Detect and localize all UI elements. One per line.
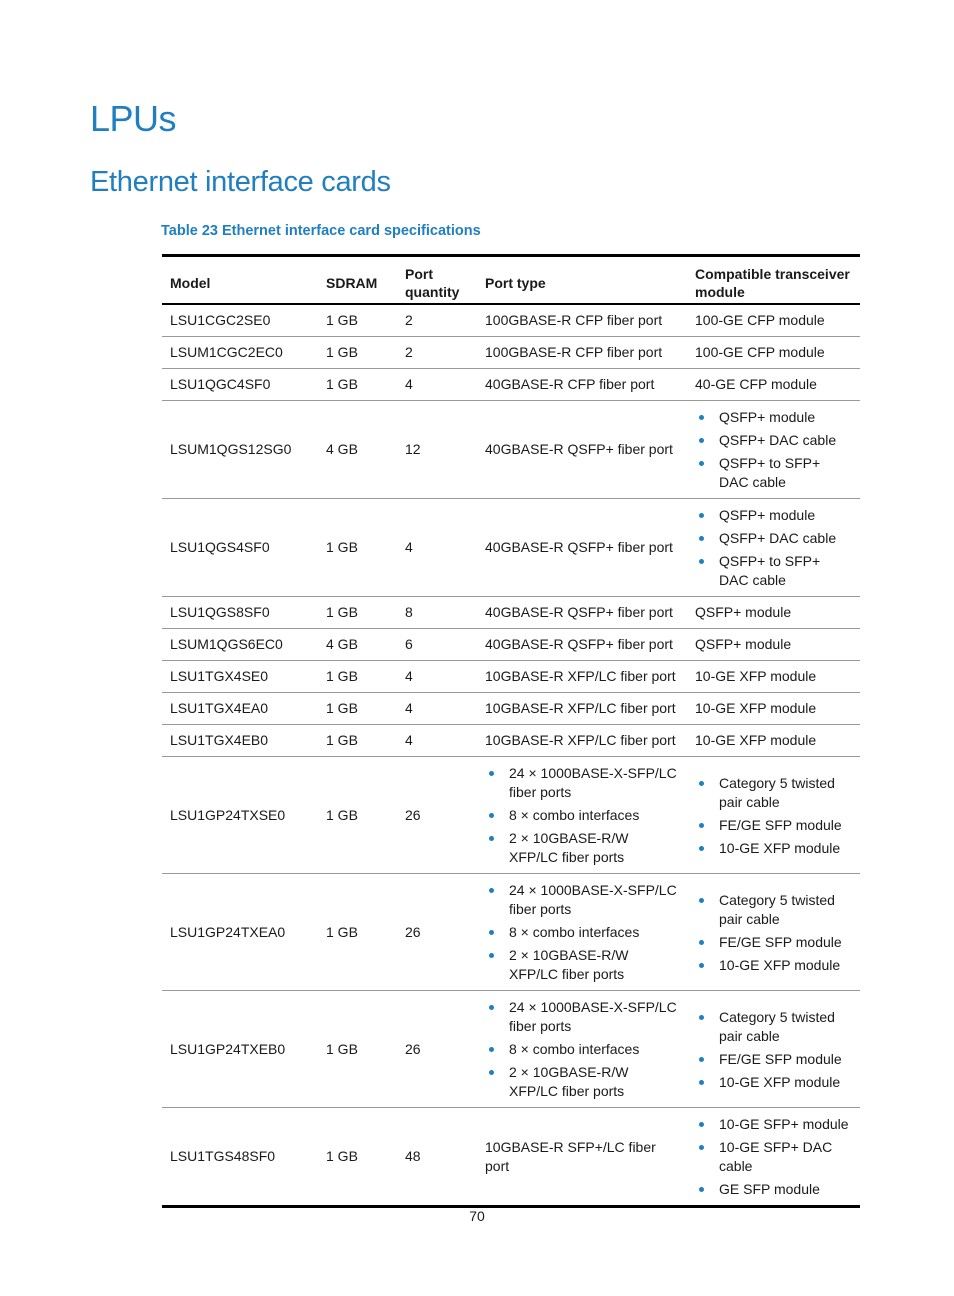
bullet-item bbox=[695, 956, 852, 975]
bullet-item bbox=[695, 529, 852, 548]
cell-port-quantity: 48 bbox=[397, 1108, 477, 1207]
cell-transceiver-module bbox=[687, 1108, 860, 1207]
cell-transceiver-module bbox=[687, 499, 860, 597]
cell-transceiver-module: 100-GE CFP module bbox=[687, 337, 860, 369]
bullet-text: 24 × 1000BASE-X-SFP/LC fiber ports bbox=[509, 882, 677, 917]
bullet-list bbox=[485, 764, 679, 867]
cell-port-quantity: 8 bbox=[397, 597, 477, 629]
cell-transceiver-module bbox=[687, 991, 860, 1108]
bullet-icon bbox=[699, 898, 704, 903]
cell-sdram: 1 GB bbox=[318, 304, 397, 337]
bullet-text: Category 5 twisted pair cable bbox=[719, 891, 835, 927]
bullet-text: 10-GE SFP+ module bbox=[719, 1116, 849, 1132]
cell-model: LSU1TGX4EB0 bbox=[162, 725, 318, 757]
table-row bbox=[162, 1108, 860, 1207]
bullet-text: 8 × combo interfaces bbox=[509, 924, 640, 940]
cell-port-quantity: 2 bbox=[397, 304, 477, 337]
cell-model: LSUM1QGS12SG0 bbox=[162, 401, 318, 499]
bullet-text: QSFP+ module bbox=[719, 507, 816, 523]
bullet-list bbox=[695, 774, 852, 858]
bullet-item bbox=[695, 506, 852, 525]
cell-port-quantity: 26 bbox=[397, 874, 477, 991]
bullet-item bbox=[695, 816, 852, 835]
cell-model: LSU1GP24TXSE0 bbox=[162, 757, 318, 874]
cell-sdram: 4 GB bbox=[318, 401, 397, 499]
cell-sdram: 1 GB bbox=[318, 991, 397, 1108]
table-row bbox=[162, 874, 860, 991]
bullet-item bbox=[695, 1008, 852, 1046]
bullet-list bbox=[485, 998, 679, 1101]
cell-model: LSU1GP24TXEB0 bbox=[162, 991, 318, 1108]
cell-port-quantity: 4 bbox=[397, 369, 477, 401]
bullet-icon bbox=[699, 559, 704, 564]
bullet-text: QSFP+ DAC cable bbox=[719, 432, 837, 448]
bullet-icon bbox=[489, 771, 494, 776]
cell-port-type: 10GBASE-R XFP/LC fiber port bbox=[477, 661, 687, 693]
cell-model: LSU1QGS8SF0 bbox=[162, 597, 318, 629]
bullet-text: FE/GE SFP module bbox=[719, 933, 842, 950]
bullet-item bbox=[695, 1050, 852, 1069]
cell-port-type: 40GBASE-R QSFP+ fiber port bbox=[477, 401, 687, 499]
bullet-text: 8 × combo interfaces bbox=[509, 1041, 640, 1057]
table-row bbox=[162, 693, 860, 725]
bullet-icon bbox=[699, 438, 704, 443]
cell-transceiver-module bbox=[687, 874, 860, 991]
bullet-list bbox=[695, 1008, 852, 1092]
cell-transceiver-module: 10-GE XFP module bbox=[687, 725, 860, 757]
bullet-text: 24 × 1000BASE-X-SFP/LC fiber ports bbox=[509, 765, 677, 800]
cell-port-quantity: 4 bbox=[397, 499, 477, 597]
table-body bbox=[162, 304, 860, 1207]
cell-port-type: 100GBASE-R CFP fiber port bbox=[477, 304, 687, 337]
cell-transceiver-module: 100-GE CFP module bbox=[687, 304, 860, 337]
cell-model: LSUM1CGC2EC0 bbox=[162, 337, 318, 369]
bullet-icon bbox=[489, 836, 494, 841]
bullet-icon bbox=[699, 1057, 704, 1062]
bullet-icon bbox=[489, 953, 494, 958]
cell-transceiver-module: 40-GE CFP module bbox=[687, 369, 860, 401]
cell-sdram: 1 GB bbox=[318, 337, 397, 369]
spec-table bbox=[162, 254, 860, 1208]
bullet-icon bbox=[699, 1145, 704, 1150]
bullet-item bbox=[695, 1180, 852, 1199]
bullet-item bbox=[695, 933, 852, 952]
bullet-text: FE/GE SFP module bbox=[719, 816, 842, 833]
bullet-text: Category 5 twisted pair cable bbox=[719, 1008, 835, 1044]
bullet-text: 2 × 10GBASE-R/W XFP/LC fiber ports bbox=[509, 830, 629, 865]
bullet-item bbox=[485, 829, 679, 867]
bullet-item bbox=[695, 408, 852, 427]
bullet-icon bbox=[489, 1005, 494, 1010]
cell-sdram: 1 GB bbox=[318, 1108, 397, 1207]
bullet-item bbox=[695, 891, 852, 929]
table-row bbox=[162, 369, 860, 401]
bullet-item bbox=[485, 764, 679, 802]
bullet-icon bbox=[699, 1122, 704, 1127]
bullet-icon bbox=[699, 781, 704, 786]
bullet-item bbox=[695, 839, 852, 858]
cell-port-quantity: 26 bbox=[397, 991, 477, 1108]
col-header-model: Model bbox=[162, 256, 318, 305]
bullet-item bbox=[695, 1073, 852, 1092]
bullet-icon bbox=[699, 415, 704, 420]
table-row bbox=[162, 499, 860, 597]
bullet-icon bbox=[699, 513, 704, 518]
bullet-item bbox=[485, 1063, 679, 1101]
cell-port-type: 10GBASE-R SFP+/LC fiber port bbox=[477, 1108, 687, 1207]
bullet-item bbox=[485, 923, 679, 942]
bullet-item bbox=[485, 881, 679, 919]
bullet-icon bbox=[699, 940, 704, 945]
table-row bbox=[162, 757, 860, 874]
cell-model: LSU1GP24TXEA0 bbox=[162, 874, 318, 991]
cell-sdram: 1 GB bbox=[318, 499, 397, 597]
cell-model: LSU1TGS48SF0 bbox=[162, 1108, 318, 1207]
col-header-transceiver-module: Compatible transceiver module bbox=[687, 256, 860, 305]
cell-sdram: 1 GB bbox=[318, 369, 397, 401]
bullet-text: 10-GE XFP module bbox=[719, 1073, 841, 1090]
section-heading-ethernet-interface-cards: Ethernet interface cards bbox=[90, 166, 391, 198]
bullet-text: Category 5 twisted pair cable bbox=[719, 774, 835, 810]
cell-model: LSU1CGC2SE0 bbox=[162, 304, 318, 337]
bullet-text: 8 × combo interfaces bbox=[509, 807, 640, 823]
bullet-text: 10-GE SFP+ DAC cable bbox=[719, 1139, 833, 1174]
cell-transceiver-module: QSFP+ module bbox=[687, 597, 860, 629]
cell-port-type: 10GBASE-R XFP/LC fiber port bbox=[477, 725, 687, 757]
cell-port-type: 100GBASE-R CFP fiber port bbox=[477, 337, 687, 369]
cell-transceiver-module bbox=[687, 757, 860, 874]
cell-model: LSU1QGS4SF0 bbox=[162, 499, 318, 597]
cell-port-type: 40GBASE-R CFP fiber port bbox=[477, 369, 687, 401]
cell-transceiver-module: QSFP+ module bbox=[687, 629, 860, 661]
bullet-icon bbox=[489, 930, 494, 935]
bullet-icon bbox=[699, 461, 704, 466]
cell-port-type bbox=[477, 991, 687, 1108]
bullet-icon bbox=[489, 1047, 494, 1052]
table-row bbox=[162, 661, 860, 693]
cell-port-quantity: 4 bbox=[397, 725, 477, 757]
cell-port-quantity: 12 bbox=[397, 401, 477, 499]
bullet-list bbox=[695, 506, 852, 590]
bullet-text: 2 × 10GBASE-R/W XFP/LC fiber ports bbox=[509, 1064, 629, 1099]
cell-model: LSUM1QGS6EC0 bbox=[162, 629, 318, 661]
bullet-item bbox=[485, 946, 679, 984]
cell-port-type: 10GBASE-R XFP/LC fiber port bbox=[477, 693, 687, 725]
bullet-icon bbox=[699, 536, 704, 541]
bullet-icon bbox=[699, 823, 704, 828]
cell-port-type bbox=[477, 757, 687, 874]
table-row bbox=[162, 991, 860, 1108]
bullet-text: QSFP+ module bbox=[719, 409, 816, 425]
bullet-text: QSFP+ to SFP+ DAC cable bbox=[719, 553, 821, 588]
bullet-text: 2 × 10GBASE-R/W XFP/LC fiber ports bbox=[509, 947, 629, 982]
cell-sdram: 1 GB bbox=[318, 725, 397, 757]
bullet-item bbox=[485, 1040, 679, 1059]
bullet-text: QSFP+ to SFP+ DAC cable bbox=[719, 455, 821, 490]
bullet-icon bbox=[489, 813, 494, 818]
cell-model: LSU1TGX4SE0 bbox=[162, 661, 318, 693]
col-header-port-quantity: Port quantity bbox=[397, 256, 477, 305]
bullet-item bbox=[695, 1115, 852, 1134]
page-heading-lpus: LPUs bbox=[90, 98, 177, 139]
cell-model: LSU1TGX4EA0 bbox=[162, 693, 318, 725]
bullet-text: 10-GE XFP module bbox=[719, 956, 841, 973]
bullet-item bbox=[695, 774, 852, 812]
cell-sdram: 1 GB bbox=[318, 757, 397, 874]
cell-port-quantity: 2 bbox=[397, 337, 477, 369]
bullet-list bbox=[695, 891, 852, 975]
bullet-icon bbox=[489, 1070, 494, 1075]
cell-transceiver-module bbox=[687, 401, 860, 499]
bullet-icon bbox=[699, 846, 704, 851]
bullet-icon bbox=[699, 1080, 704, 1085]
cell-port-quantity: 26 bbox=[397, 757, 477, 874]
cell-port-type: 40GBASE-R QSFP+ fiber port bbox=[477, 499, 687, 597]
bullet-item bbox=[695, 454, 852, 492]
cell-port-type: 40GBASE-R QSFP+ fiber port bbox=[477, 597, 687, 629]
bullet-text: FE/GE SFP module bbox=[719, 1050, 842, 1067]
col-header-port-type: Port type bbox=[477, 256, 687, 305]
table-row bbox=[162, 401, 860, 499]
cell-transceiver-module: 10-GE XFP module bbox=[687, 693, 860, 725]
bullet-item bbox=[695, 431, 852, 450]
cell-sdram: 1 GB bbox=[318, 661, 397, 693]
cell-port-quantity: 6 bbox=[397, 629, 477, 661]
cell-port-type bbox=[477, 874, 687, 991]
cell-model: LSU1QGC4SF0 bbox=[162, 369, 318, 401]
bullet-text: GE SFP module bbox=[719, 1181, 820, 1197]
table-row bbox=[162, 597, 860, 629]
bullet-text: 24 × 1000BASE-X-SFP/LC fiber ports bbox=[509, 999, 677, 1034]
bullet-list bbox=[695, 1115, 852, 1199]
bullet-item bbox=[485, 998, 679, 1036]
col-header-sdram: SDRAM bbox=[318, 256, 397, 305]
bullet-list bbox=[485, 881, 679, 984]
cell-transceiver-module: 10-GE XFP module bbox=[687, 661, 860, 693]
bullet-list bbox=[695, 408, 852, 492]
cell-sdram: 4 GB bbox=[318, 629, 397, 661]
bullet-icon bbox=[699, 963, 704, 968]
page-number: 70 bbox=[469, 1208, 485, 1224]
bullet-item bbox=[485, 806, 679, 825]
bullet-item bbox=[695, 552, 852, 590]
table-row bbox=[162, 304, 860, 337]
cell-port-quantity: 4 bbox=[397, 693, 477, 725]
table-header-row bbox=[162, 256, 860, 305]
bullet-icon bbox=[699, 1187, 704, 1192]
table-row bbox=[162, 629, 860, 661]
bullet-text: QSFP+ DAC cable bbox=[719, 530, 837, 546]
cell-sdram: 1 GB bbox=[318, 874, 397, 991]
table-caption: Table 23 Ethernet interface card specifications bbox=[161, 223, 481, 239]
bullet-icon bbox=[489, 888, 494, 893]
cell-sdram: 1 GB bbox=[318, 693, 397, 725]
cell-port-quantity: 4 bbox=[397, 661, 477, 693]
bullet-icon bbox=[699, 1015, 704, 1020]
cell-sdram: 1 GB bbox=[318, 597, 397, 629]
bullet-item bbox=[695, 1138, 852, 1176]
table-row bbox=[162, 725, 860, 757]
table-row bbox=[162, 337, 860, 369]
cell-port-type: 40GBASE-R QSFP+ fiber port bbox=[477, 629, 687, 661]
bullet-text: 10-GE XFP module bbox=[719, 839, 841, 856]
